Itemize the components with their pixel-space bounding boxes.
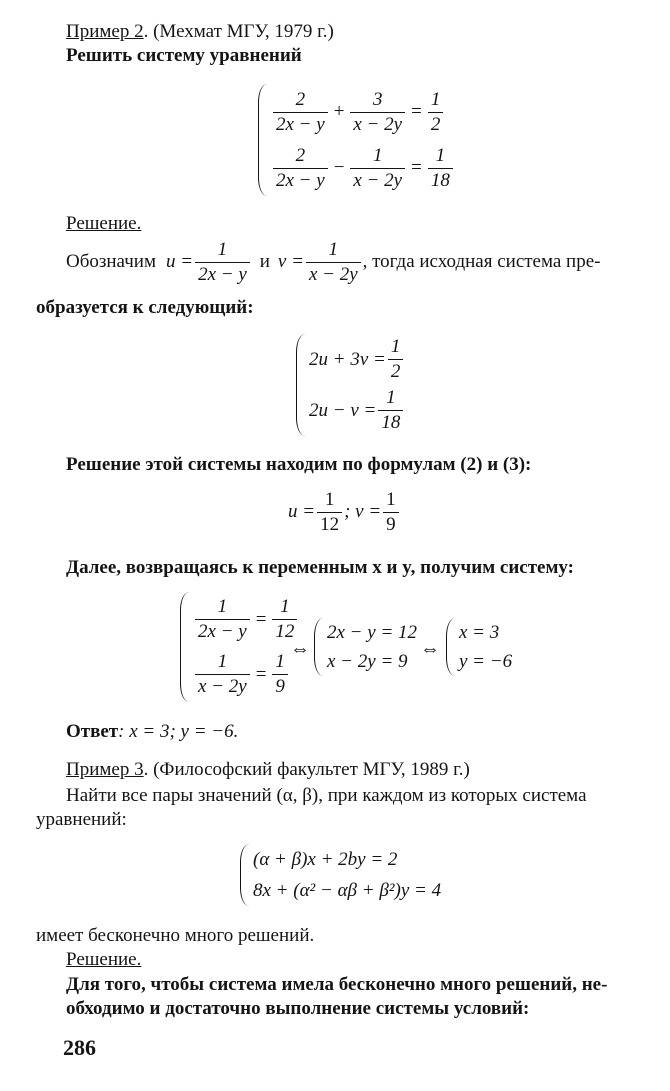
page-number: 286 xyxy=(63,1035,96,1060)
final-a-row-1: $\frac{1}{2x - y}$ = $\frac{1}{12}$ xyxy=(193,597,299,642)
example-2-task: Решить систему уравнений xyxy=(66,45,302,66)
example-3-label: Пример 3 xyxy=(66,759,144,780)
infinite-solutions-text: имеет бесконечно много решений. xyxy=(36,925,315,946)
uv-result: u = $\frac{1}{12}$ ; v = $\frac{1}{9}$ xyxy=(288,490,401,535)
equation-system-uv xyxy=(296,334,405,436)
solution-label-1: Решение. xyxy=(66,213,142,234)
final-system-b xyxy=(314,618,417,676)
final-system-c xyxy=(446,618,512,676)
example-3-source: . (Философский факультет МГУ, 1989 г.) xyxy=(143,759,470,780)
final-a-row-2: $\frac{1}{x - 2y}$ = $\frac{1}{9}$ xyxy=(193,652,299,697)
equivalence-arrow-1: ⇔ xyxy=(290,638,310,660)
denote-continuation: образуется к следующий: xyxy=(36,297,254,318)
equation-system-3 xyxy=(240,844,441,906)
example-2-source: . (Мехмат МГУ, 1979 г.) xyxy=(143,21,334,42)
equivalence-arrow-2: ⇔ xyxy=(420,638,440,660)
example-2-heading xyxy=(66,22,334,43)
example-3-heading xyxy=(66,760,470,781)
back-substitution-text: Далее, возвращаясь к переменным x и y, получим систему: xyxy=(66,557,574,578)
final-system-a xyxy=(180,592,299,702)
system-brace xyxy=(314,618,324,676)
formulas-text: Решение этой системы находим по формулам (2) и (3): xyxy=(66,454,532,475)
condition-line-1: Для того, чтобы система имела бесконечно много решений, не- xyxy=(66,974,608,995)
system-3-row-2: 8x + (α² − αβ + β²)y = 4 xyxy=(253,879,442,901)
final-c-row-1: x = 3 xyxy=(459,621,500,643)
system-brace xyxy=(180,592,190,702)
system-brace xyxy=(296,334,306,436)
system-brace xyxy=(446,618,456,676)
final-c-row-2: y = −6 xyxy=(459,650,513,672)
final-b-row-1: 2x − y = 12 xyxy=(327,621,418,643)
condition-line-2: обходимо и достаточно выполнение системы условий: xyxy=(66,998,530,1019)
final-b-row-2: x − 2y = 9 xyxy=(327,650,408,672)
denote-line: Обозначим u = $\frac{1}{2x - y}$ и v = $\frac{1}{x - 2y}$ , тогда исходная система пре- xyxy=(66,239,601,285)
system-3-row-1: (α + β)x + 2by = 2 xyxy=(253,848,398,870)
uv-row-2: 2u − v = $\frac{1}{18}$ xyxy=(309,388,405,433)
system-brace xyxy=(258,84,268,196)
example-3-task-line-2: уравнений: xyxy=(36,809,127,830)
example-2-label: Пример 2 xyxy=(66,21,144,42)
answer-label: Ответ xyxy=(66,721,119,742)
system-1-row-2: $\frac{2}{2x - y}$ − $\frac{1}{x - 2y}$ = $\frac{1}{18}$ xyxy=(271,146,455,191)
example-3-task-line-1: Найти все пары значений (α, β), при каждом из которых система xyxy=(66,785,587,806)
system-1-row-1: $\frac{2}{2x - y}$ + $\frac{3}{x - 2y}$ = $\frac{1}{2}$ xyxy=(271,90,455,135)
uv-row-1: 2u + 3v = $\frac{1}{2}$ xyxy=(309,337,405,382)
answer-line xyxy=(66,722,238,743)
answer-value: : x = 3; y = −6. xyxy=(118,721,239,742)
system-brace xyxy=(240,844,250,906)
solution-label-2: Решение. xyxy=(66,949,142,970)
equation-system-1 xyxy=(258,84,455,196)
